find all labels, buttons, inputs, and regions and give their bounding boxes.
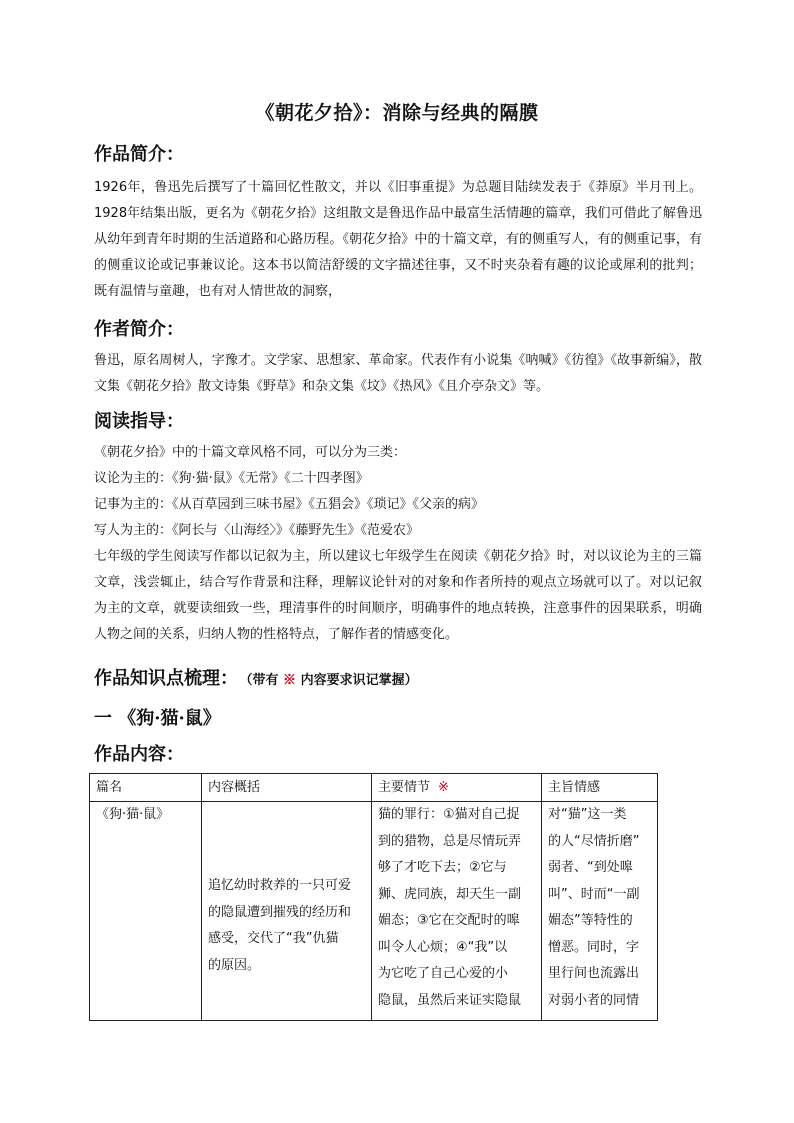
knowledge-heading-text: 作品知识点梳理： (94, 668, 238, 689)
header-summary: 内容概括 (202, 774, 372, 802)
document-title: 《朝花夕拾》：消除与经典的隔膜 (255, 102, 539, 124)
author-text: 鲁迅，原名周树人，字豫才。文学家、思想家、革命家。代表作有小说集《呐喊》《彷徨》《故事新编》，散文集《朝花夕拾》散文诗集《野草》和杂文集《坟》《热风》《且介亭杂文》等。 (94, 353, 702, 394)
cell-summary (202, 802, 372, 1021)
memorize-mark: ※ (438, 780, 449, 795)
knowledge-note (246, 673, 418, 688)
knowledge-note-prefix: （带有 (246, 673, 279, 688)
intro-heading: 作品简介： (94, 144, 184, 165)
plot-line: 到的猎物，总是尽情玩弄 (378, 833, 522, 849)
guide-line: 《朝花夕拾》中的十篇文章风格不同，可以分为三类： (94, 445, 407, 460)
works-table (89, 773, 658, 1021)
header-plot (372, 774, 542, 802)
plot-line: 猫的罪行：①猫对自己捉 (378, 807, 520, 822)
plot-line: 隐鼠，虽然后来证实隐鼠 (378, 992, 522, 1008)
guide-line: 写人为主的：《阿长与〈山海经〉》《藤野先生》《范爱农》 (94, 523, 420, 538)
theme-line: 对弱小者的同情 (548, 992, 640, 1008)
cell-theme (542, 802, 658, 1021)
guide-heading: 阅读指导： (94, 411, 184, 432)
theme-line: 媚态”等特性的 (548, 913, 633, 928)
plot-line: 为它吃了自己心爱的小 (378, 966, 509, 981)
summary-line: 感受，交代了“我”仇猫 (208, 931, 339, 946)
summary-line: 追忆幼时救养的一只可爱 (208, 878, 352, 893)
theme-line: 对“猫”这一类 (548, 807, 627, 822)
summary-line: 的隐鼠遭到摧残的经历和 (208, 904, 352, 920)
plot-line: 媚态；③它在交配时的嗥 (378, 913, 520, 928)
work-title: 《狗·猫·鼠》 (96, 807, 170, 822)
summary-text (208, 843, 365, 979)
theme-line: 叫”、时而“一副 (548, 886, 640, 902)
summary-line: 的原因。 (208, 957, 261, 973)
plot-line: 够了才吃下去；②它与 (378, 860, 507, 875)
header-theme: 主旨情感 (542, 774, 658, 802)
author-heading: 作者简介： (94, 319, 184, 340)
theme-line: 里行间也流露出 (548, 966, 640, 981)
guide-line: 记事为主的：《从百草园到三味书屋》《五猖会》《琐记》《父亲的病》 (94, 497, 485, 512)
knowledge-heading (94, 664, 418, 690)
theme-line: 的人“尽情折磨” (548, 833, 640, 849)
theme-line: 憎恶。同时，字 (548, 939, 640, 955)
knowledge-note-suffix: 内容要求识记掌握） (300, 673, 418, 688)
table-header-row (90, 774, 658, 802)
cell-title (90, 802, 202, 1021)
header-plot-label: 主要情节 (378, 780, 431, 795)
cell-plot (372, 802, 542, 1021)
table-row (90, 802, 658, 1021)
theme-text (548, 802, 651, 1014)
plot-text (378, 802, 535, 1014)
content-heading: 作品内容： (94, 744, 184, 765)
guide-text: 七年级的学生阅读写作都以记叙为主，所以建议七年级学生在阅读《朝花夕拾》时，对以议论为主的三篇文章，浅尝辄止，结合写作背景和注释，理解议论针对的对象和作者所持的观点立场就可以了。对以记叙为主的文章，就要读细致一些，理清事件的时间顺序，明确事件的地点转换，注意事件的因果联系，明确人物之间的关系，归纳人物的性格特点，了解作者的情感变化。 (94, 549, 702, 642)
header-title: 篇名 (90, 774, 202, 802)
theme-line: 弱者、“到处嗥 (548, 860, 633, 875)
plot-line: 狮、虎同族，却天生一副 (378, 886, 522, 902)
intro-text: 1926年，鲁迅先后撰写了十篇回忆性散文，并以《旧事重提》为总题目陆续发表于《莽原》半月刊上。1928年结集出版，更名为《朝花夕拾》这组散文是鲁迅作品中最富生活情趣的篇章，我们可借此了解鲁迅从幼年到青年时期的生活道路和心路历程。《朝花夕拾》中的十篇文章，有的侧重写人，有的侧重记事，有的侧重议论或记事兼议论。这本书以简洁舒缓的文字描述往事，又不时夹杂着有趣的议论或犀利的批判；既有温情与童趣，也有对人情世故的洞察， (94, 180, 702, 299)
memorize-mark: ※ (283, 673, 297, 688)
plot-line: 叫令人心烦；④“我”以 (378, 939, 508, 955)
guide-line: 议论为主的：《狗·猫·鼠》《无常》《二十四孝图》 (94, 471, 369, 486)
section-heading: 一 《狗·猫·鼠》 (94, 708, 221, 729)
